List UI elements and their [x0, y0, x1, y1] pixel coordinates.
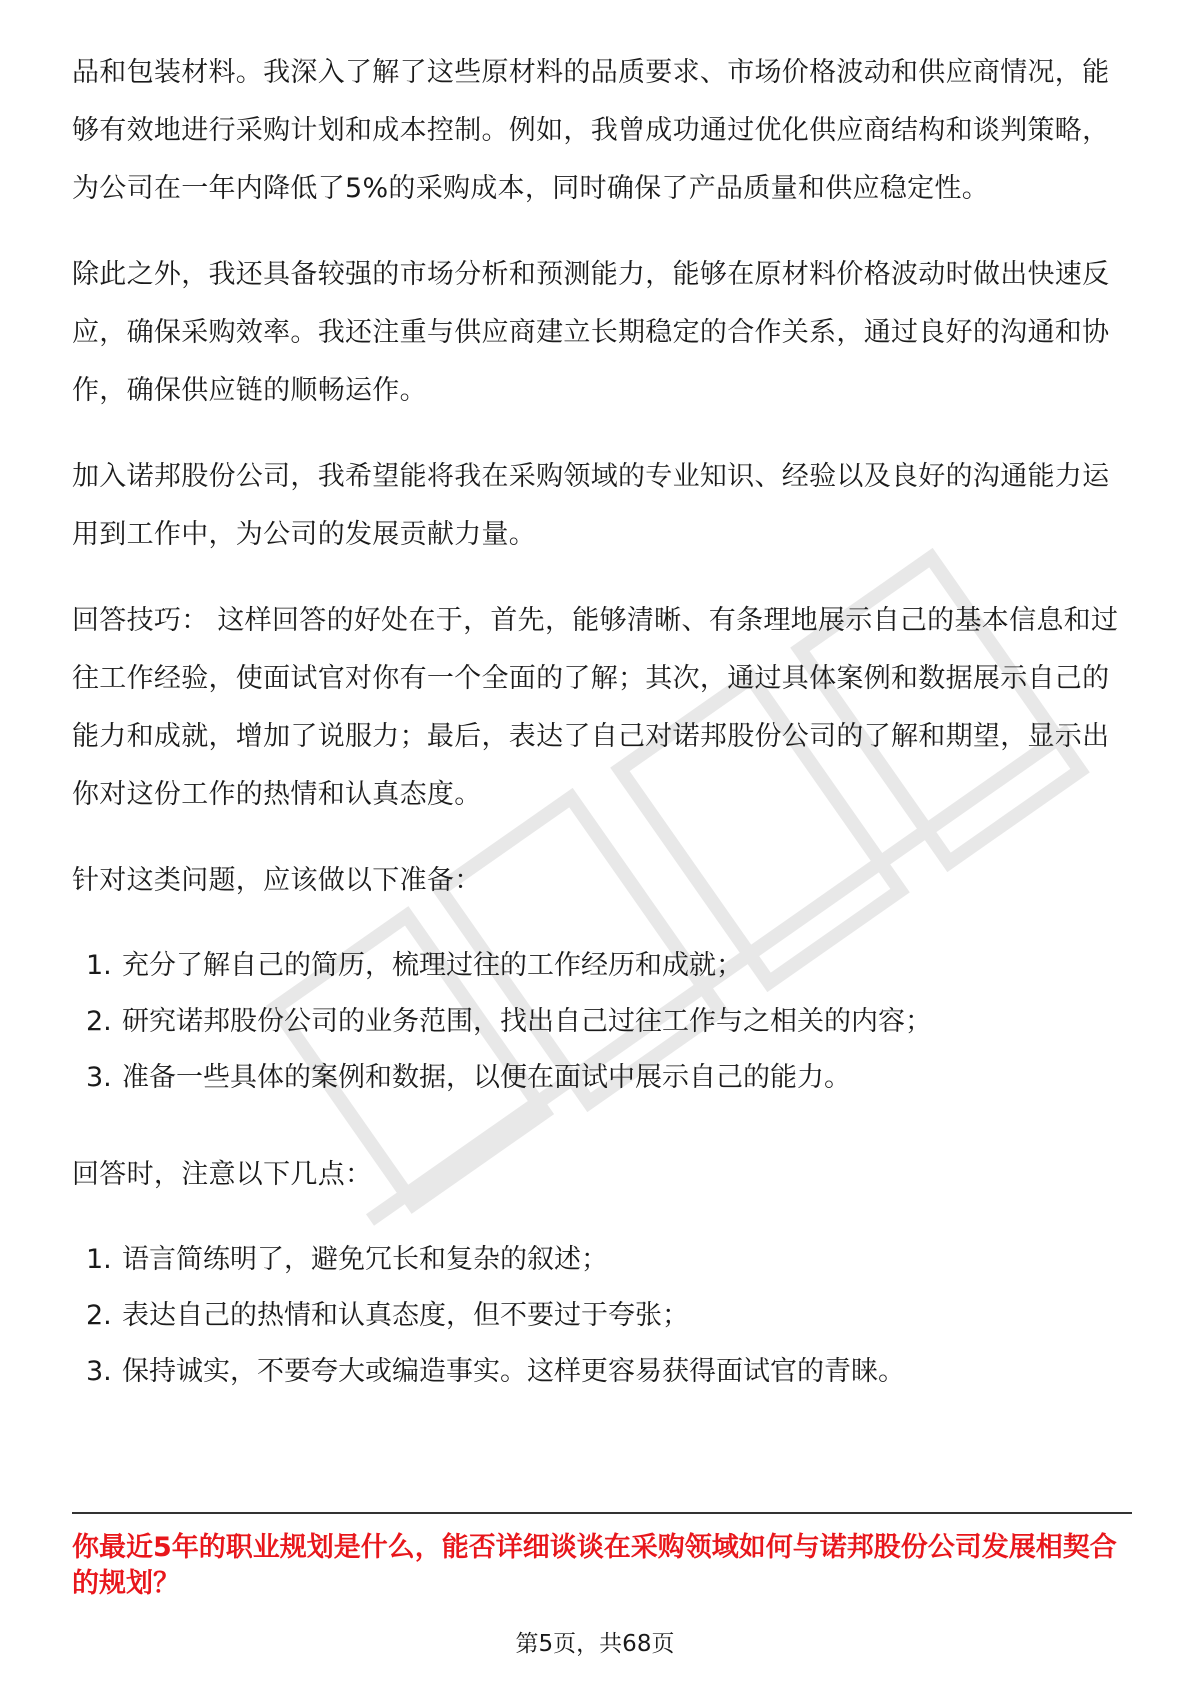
list-item: 2. 表达自己的热情和认真态度，但不要过于夸张；	[86, 1300, 689, 1331]
prep-list	[72, 938, 1132, 1106]
notes-list	[72, 1232, 1132, 1400]
notes-heading: 回答时，注意以下几点：	[72, 1159, 373, 1190]
page-footer: 第5页，共68页	[515, 1631, 675, 1657]
list-item: 3. 准备一些具体的案例和数据，以便在面试中展示自己的能力。	[86, 1062, 851, 1093]
paragraph-procurement-experience: 品和包装材料。我深入了解了这些原材料的品质要求、市场价格波动和供应商情况，能够有效地进行采购计划和成本控制。例如，我曾成功通过优化供应商结构和谈判策略，为公司在一年内降低了5%的采购成本，同时确保了产品质量和供应稳定性。	[72, 57, 1110, 204]
paragraph-answer-tips: 回答技巧： 这样回答的好处在于，首先，能够清晰、有条理地展示自己的基本信息和过往工作经验，使面试官对你有一个全面的了解；其次，通过具体案例和数据展示自己的能力和成就，增加了说服力；最后，表达了自己对诺邦股份公司的了解和期望，显示出你对这份工作的热情和认真态度。	[72, 605, 1119, 810]
paragraph-market-analysis: 除此之外，我还具备较强的市场分析和预测能力，能够在原材料价格波动时做出快速反应，确保采购效率。我还注重与供应商建立长期稳定的合作关系，通过良好的沟通和协作，确保供应链的顺畅运作。	[72, 259, 1110, 406]
list-item: 3. 保持诚实，不要夸大或编造事实。这样更容易获得面试官的青睐。	[86, 1356, 905, 1387]
next-question-heading: 你最近5年的职业规划是什么，能否详细谈谈在采购领域如何与诺邦股份公司发展相契合的规划？	[72, 1532, 1117, 1599]
main-content	[72, 44, 1132, 1440]
paragraph-join-company: 加入诺邦股份公司，我希望能将我在采购领域的专业知识、经验以及良好的沟通能力运用到工作中，为公司的发展贡献力量。	[72, 461, 1110, 550]
prep-heading: 针对这类问题，应该做以下准备：	[72, 865, 482, 896]
list-item: 1. 语言简练明了，避免冗长和复杂的叙述；	[86, 1244, 608, 1275]
list-item: 2. 研究诺邦股份公司的业务范围，找出自己过往工作与之相关的内容；	[86, 1006, 932, 1037]
section-divider	[72, 1512, 1132, 1514]
list-item: 1. 充分了解自己的简历，梳理过往的工作经历和成就；	[86, 950, 743, 981]
